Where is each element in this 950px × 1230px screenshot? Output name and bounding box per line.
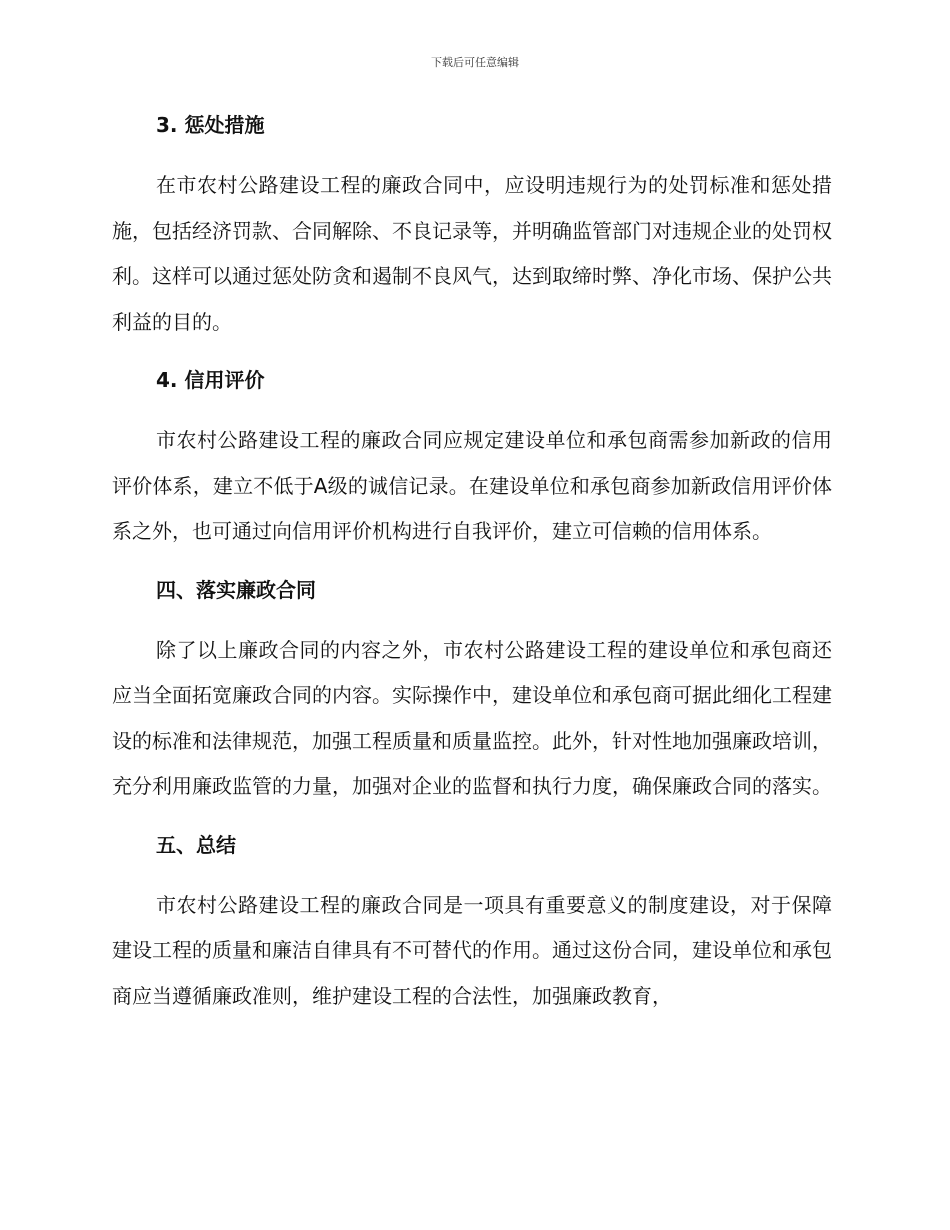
section-paragraph: 市农村公路建设工程的廉政合同是一项具有重要意义的制度建设，对于保障建设工程的质量和廉洁自律具有不可替代的作用。通过这份合同，建设单位和承包商应当遵循廉政准则，维护建设工程的合法性，加强廉政教育， [112, 892, 832, 1008]
section-heading: 3. 惩处措施 [156, 113, 265, 137]
section-heading: 4. 信用评价 [156, 368, 265, 392]
section-paragraph: 市农村公路建设工程的廉政合同应规定建设单位和承包商需参加新政的信用评价体系，建立不低于A级的诚信记录。在建设单位和承包商参加新政信用评价体系之外，也可通过向信用评价机构进行自我评价，建立可信赖的信用体系。 [112, 428, 832, 543]
section-paragraph: 在市农村公路建设工程的廉政合同中，应设明违规行为的处罚标准和惩处措施，包括经济罚款、合同解除、不良记录等，并明确监管部门对违规企业的处罚权利。这样可以通过惩处防贪和遏制不良风气，达到取缔时弊、净化市场、保护公共利益的目的。 [112, 173, 832, 334]
section-heading: 四、落实廉政合同 [156, 577, 316, 602]
document-body [112, 110, 832, 1019]
section-implementation [112, 575, 832, 810]
page-header-note: 下载后可任意编辑 [431, 56, 519, 69]
section-credit-evaluation [112, 365, 832, 555]
section-summary [112, 830, 832, 1020]
section-heading: 五、总结 [156, 832, 236, 857]
section-punishment [112, 110, 832, 345]
section-paragraph: 除了以上廉政合同的内容之外，市农村公路建设工程的建设单位和承包商还应当全面拓宽廉政合同的内容。实际操作中，建设单位和承包商可据此细化工程建设的标准和法律规范，加强工程质量和质量监控。此外，针对性地加强廉政培训，充分利用廉政监管的力量，加强对企业的监督和执行力度，确保廉政合同的落实。 [112, 637, 832, 798]
